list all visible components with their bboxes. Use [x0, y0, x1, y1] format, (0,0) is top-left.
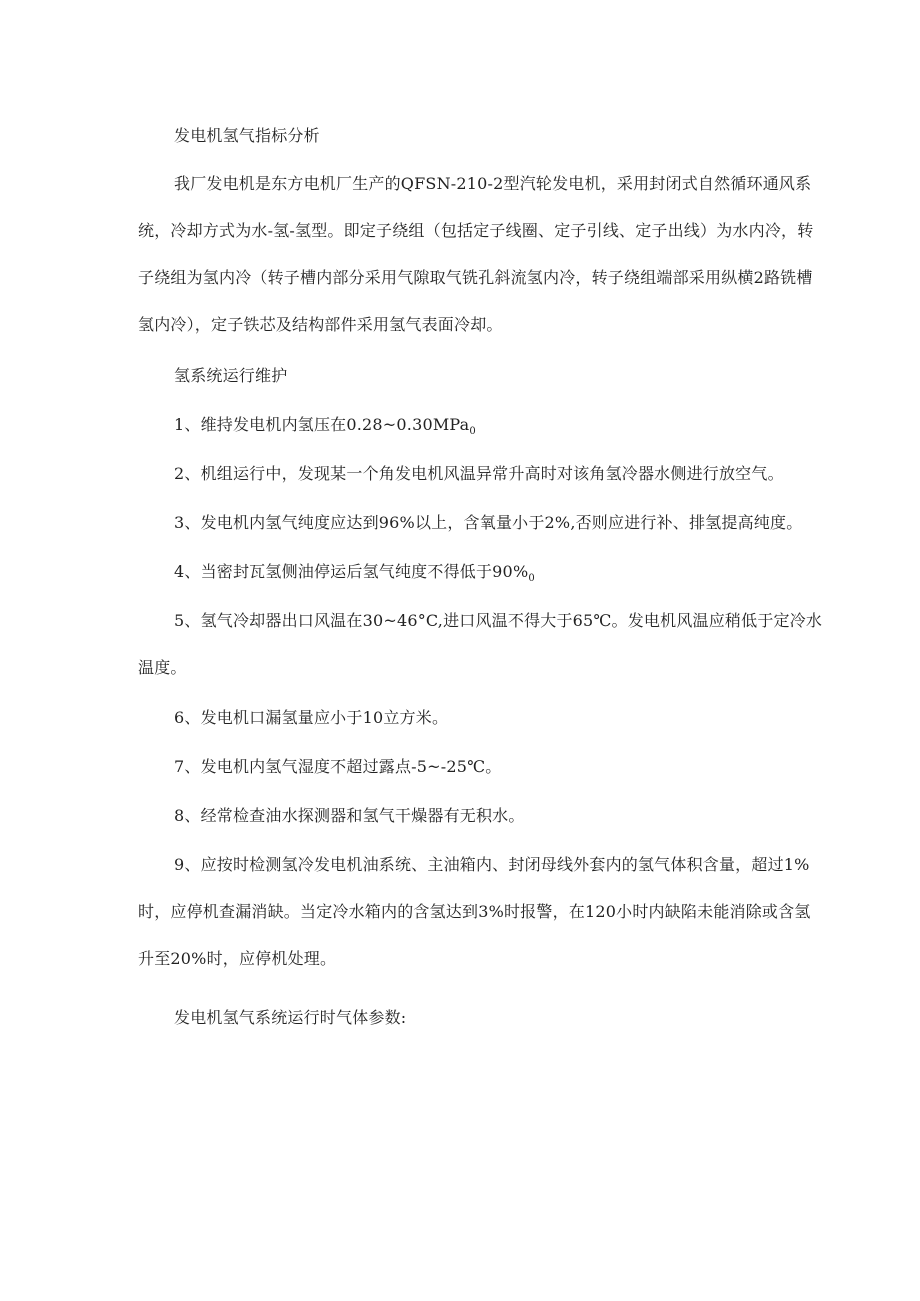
list-item: 7、发电机内氢气湿度不超过露点-5~-25℃。: [174, 757, 502, 776]
list-item: [138, 401, 824, 455]
list-item-text: 1、维持发电机内氢压在0.28~0.30MPa: [174, 415, 470, 434]
list-item-subscript: 0: [528, 573, 535, 584]
list-item: 3、发电机内氢气纯度应达到96%以上，含氧量小于2%,否则应进行补、排氢提高纯度。: [174, 513, 803, 532]
list-item-subscript: 0: [469, 426, 476, 437]
section-heading: 氢系统运行维护: [174, 366, 288, 385]
list-item-text: 4、当密封瓦氢侧油停运后氢气纯度不得低于90%: [174, 562, 529, 581]
list-item: 6、发电机口漏氢量应小于10立方米。: [174, 708, 449, 727]
list-item: 8、经常检查油水探测器和氢气干燥器有无积水。: [174, 806, 525, 825]
list-item: 5、氢气冷却器出口风温在30~46°C,进口风温不得大于65℃。发电机风温应稍低于定冷水温度。: [138, 611, 823, 677]
document-title: 发电机氢气指标分析: [174, 126, 320, 145]
list-item: 9、应按时检测氢冷发电机油系统、主油箱内、封闭母线外套内的氢气体积含量，超过1%时，应停机查漏消缺。当定冷水箱内的含氢达到3%时报警，在120小时内缺陷未能消除或含氢升至20%时，应停机处理。: [138, 855, 811, 968]
closing-line: 发电机氢气系统运行时气体参数:: [174, 1008, 407, 1027]
list-item: [138, 548, 824, 602]
list-item: 2、机组运行中，发现某一个角发电机风温异常升高时对该角氢冷器水侧进行放空气。: [174, 464, 784, 483]
intro-paragraph: 我厂发电机是东方电机厂生产的QFSN-210-2型汽轮发电机，采用封闭式自然循环通风系统，冷却方式为水-氢-氢型。即定子绕组（包括定子线圈、定子引线、定子出线）为水内冷，转子绕组为氢内冷（转子槽内部分采用气隙取气铣孔斜流氢内冷，转子绕组端部采用纵横2路铣槽氢内冷），定子铁芯及结构部件采用氢气表面冷却。: [138, 174, 814, 334]
